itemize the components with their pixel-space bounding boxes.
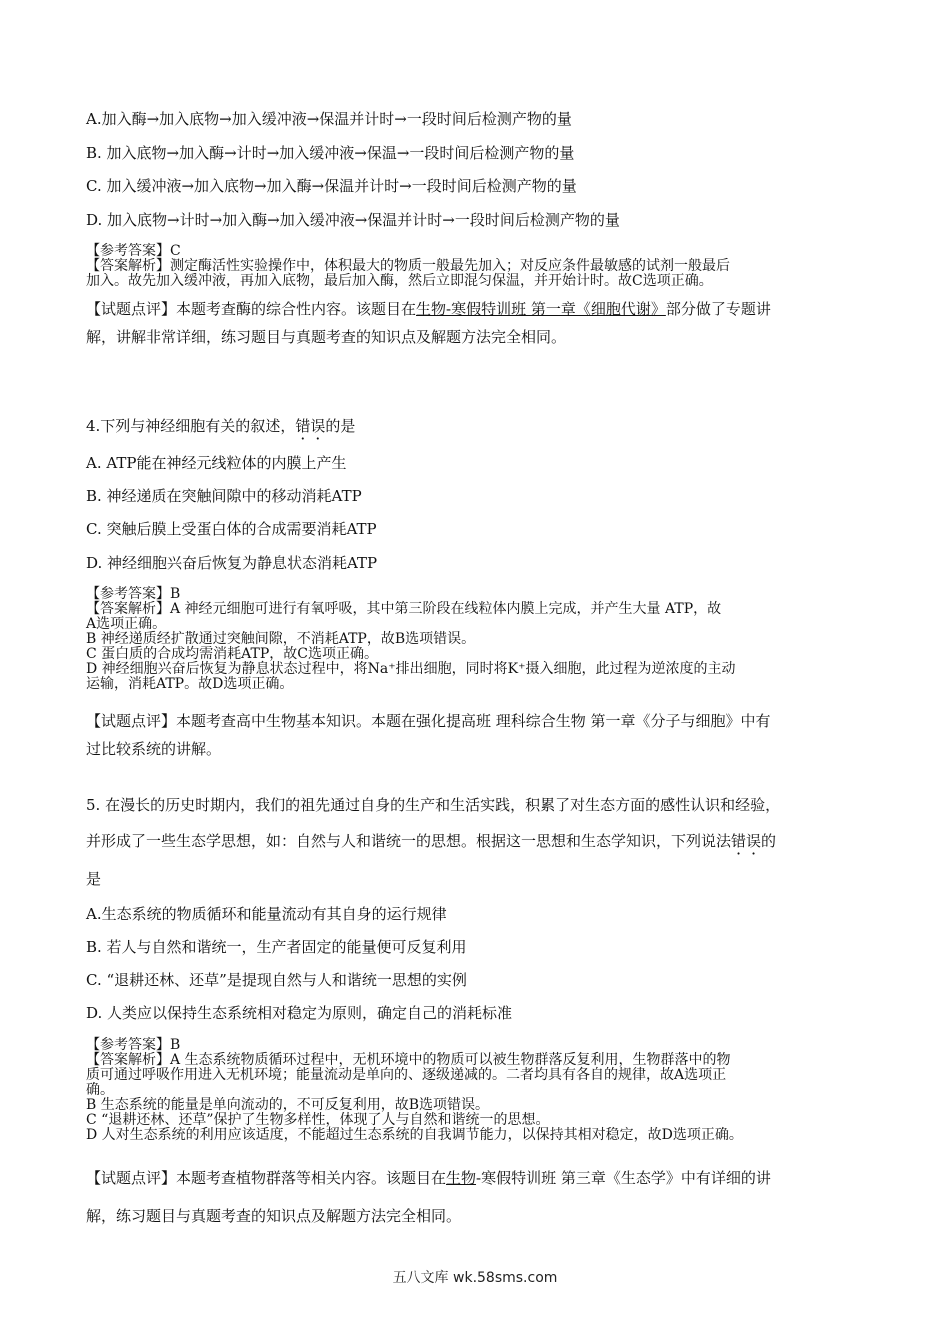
q4-answer: 【参考答案】B — [86, 586, 181, 602]
q3-analysis-line2: 加入。故先加入缓冲液，再加入底物，最后加入酶，然后立即混匀保温，并开始计时。故C选项正确。 — [86, 273, 713, 289]
q4-comment — [86, 707, 876, 763]
q3-comment — [86, 295, 876, 351]
q5-analysis-line: 质可通过呼吸作用进入无机环境；能量流动是单向的、逐级递减的。二者均具有各自的规律，故A选项正 — [86, 1067, 727, 1083]
q4-analysis-line: C 蛋白质的合成均需消耗ATP，故C选项正确。 — [86, 646, 378, 662]
q4-option-d: D. 神经细胞兴奋后恢复为静息状态消耗ATP — [86, 554, 378, 572]
q5-option-d: D. 人类应以保持生态系统相对稳定为原则，确定自己的消耗标准 — [86, 1004, 513, 1022]
q5-analysis-line: B 生态系统的能量是单向流动的，不可反复利用，故B选项错误。 — [86, 1097, 490, 1113]
q4-analysis-line: A选项正确。 — [86, 616, 167, 632]
q4-comment-line2: 过比较系统的讲解。 — [86, 740, 222, 758]
q3-analysis-line1: 【答案解析】测定酶活性实验操作中，体积最大的物质一般最先加入；对反应条件最敏感的试剂一般最后 — [86, 258, 730, 274]
q4-answer-block — [86, 587, 876, 692]
q5-analysis-line: D 人对生态系统的利用应该适度，不能超过生态系统的自我调节能力，以保持其相对稳定，故D选项正确。 — [86, 1127, 743, 1143]
q4-option-a: A. ATP能在神经元线粒体的内膜上产生 — [86, 454, 347, 472]
q4-stem-prefix: 4.下列与神经细胞有关的叙述， — [86, 417, 296, 435]
q4-option-c: C. 突触后膜上受蛋白体的合成需要消耗ATP — [86, 520, 377, 538]
q5-stem-line3: 是 — [86, 870, 102, 888]
emphasis-char: 错 — [295, 417, 311, 435]
q5-course-link[interactable]: 生物 — [446, 1169, 477, 1187]
emphasis-char: 错 — [731, 832, 747, 850]
q4-stem-suffix: 的是 — [325, 417, 356, 435]
q5-stem-line1: 5. 在漫长的历史时期内，我们的祖先通过自身的生产和生活实践，积累了对生态方面的感性认识和经验， — [86, 796, 781, 814]
q5-stem-suffix: 的 — [761, 832, 777, 850]
q5-option-b: B. 若人与自然和谐统一，生产者固定的能量便可反复利用 — [86, 938, 467, 956]
q3-comment-line2: 解，讲解非常详细，练习题目与真题考查的知识点及解题方法完全相同。 — [86, 328, 567, 346]
q5-answer: 【参考答案】B — [86, 1037, 181, 1053]
q4-analysis-line: 【答案解析】A 神经元细胞可进行有氧呼吸，其中第三阶段在线粒体内膜上完成，并产生大量 ATP，故 — [86, 601, 722, 617]
q5-comment-line2: 解，练习题目与真题考查的知识点及解题方法完全相同。 — [86, 1207, 462, 1225]
q3-answer: 【参考答案】C — [86, 243, 181, 259]
footer-watermark: 五八文库 wk.58sms.com — [392, 1270, 558, 1286]
q3-comment-suffix: 部分做了专题讲 — [665, 300, 771, 318]
q3-option-c: C. 加入缓冲液→加入底物→加入酶→保温并计时→一段时间后检测产物的量 — [86, 177, 577, 195]
q5-analysis-line: C “退耕还林、还草”保护了生物多样性，体现了人与自然和谐统一的思想。 — [86, 1112, 550, 1128]
q4-analysis-line: D 神经细胞兴奋后恢复为静息状态过程中，将Na⁺排出细胞，同时将K⁺摄入细胞，此过程为逆浓度的主动 — [86, 661, 736, 677]
emphasis-char: 误 — [310, 417, 326, 435]
q5-stem-prefix: 并形成了一些生态学思想，如：自然与人和谐统一的思想。根据这一思想和生态学知识，下列说法 — [86, 832, 732, 850]
q4-option-b: B. 神经递质在突触间隙中的移动消耗ATP — [86, 487, 362, 505]
emphasis-char: 误 — [746, 832, 762, 850]
q3-option-a: A.加入酶→加入底物→加入缓冲液→保温并计时→一段时间后检测产物的量 — [86, 110, 572, 128]
q3-answer-block — [86, 244, 876, 289]
q5-option-c: C. “退耕还林、还草”是提现自然与人和谐统一思想的实例 — [86, 971, 467, 989]
q3-comment-prefix: 【试题点评】本题考查酶的综合性内容。该题目在 — [86, 300, 417, 318]
q3-option-b: B. 加入底物→加入酶→计时→加入缓冲液→保温→一段时间后检测产物的量 — [86, 144, 575, 162]
q5-analysis-line: 确。 — [86, 1082, 114, 1098]
q5-analysis-line: 【答案解析】A 生态系统物质循环过程中，无机环境中的物质可以被生物群落反复利用，生物群落中的物 — [86, 1052, 731, 1068]
q5-comment-prefix: 【试题点评】本题考查植物群落等相关内容。该题目在 — [86, 1169, 447, 1187]
q4-stem — [86, 415, 355, 436]
q4-analysis-line: B 神经递质经扩散通过突触间隙，不消耗ATP，故B选项错误。 — [86, 631, 476, 647]
q3-course-link[interactable]: 生物-寒假特训班 第一章《细胞代谢》 — [416, 300, 666, 318]
q5-answer-block — [86, 1038, 876, 1143]
q5-option-a: A.生态系统的物质循环和能量流动有其自身的运行规律 — [86, 905, 447, 923]
q5-comment-suffix: -寒假特训班 第三章《生态学》中有详细的讲 — [476, 1169, 771, 1187]
q5-comment — [86, 1159, 876, 1235]
q4-comment-line1: 【试题点评】本题考查高中生物基本知识。本题在强化提高班 理科综合生物 第一章《分子与细胞》中有 — [86, 712, 771, 730]
q4-analysis-line: 运输，消耗ATP。故D选项正确。 — [86, 676, 294, 692]
q5-stem-line2 — [86, 830, 776, 851]
q3-option-d: D. 加入底物→计时→加入酶→加入缓冲液→保温并计时→一段时间后检测产物的量 — [86, 211, 620, 229]
